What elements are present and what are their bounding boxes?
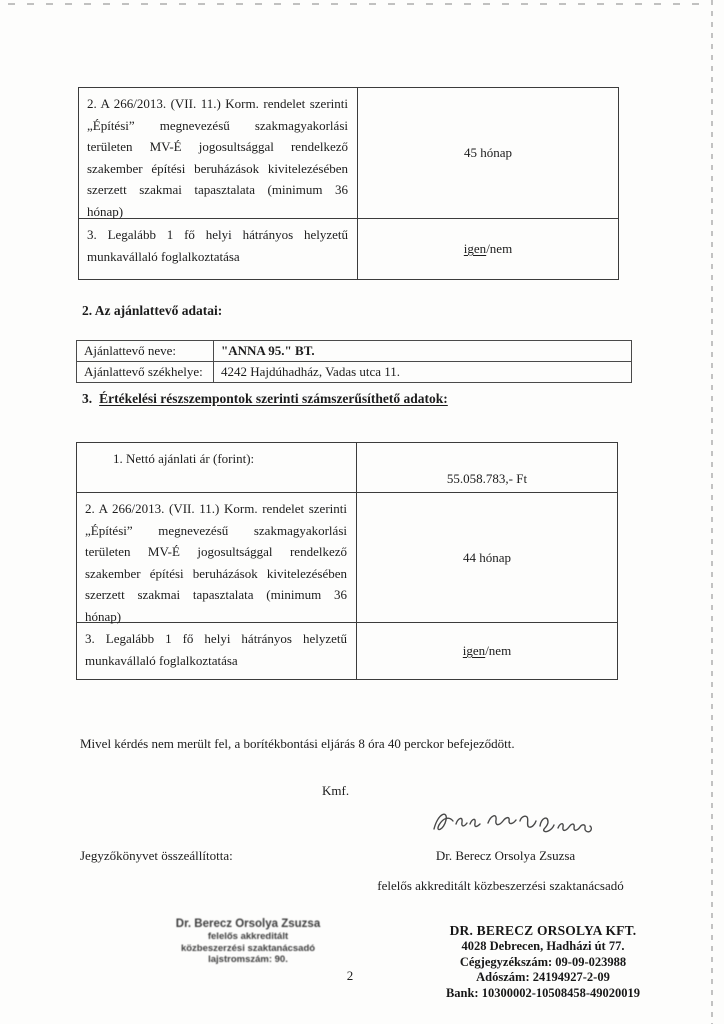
experience-value: 44 hónap <box>357 493 617 623</box>
net-price-label: 1. Nettó ajánlati ár (forint): <box>77 443 357 493</box>
criteria-row-employment-label: 3. Legalább 1 fő helyi hátrányos helyzetű munkavállaló foglalkoztatása <box>79 219 358 279</box>
criteria-row-experience-label: 2. A 266/2013. (VII. 11.) Korm. rendelet szerinti „Építési” megnevezésű szakmagyakorlási területen MV-É jogosultsággal rendelkező szakember építési beruházások kivitelezésében szerzett szakmai tapasztalata (minimum 36 hónap) <box>79 88 358 219</box>
no-option: /nem <box>485 643 512 659</box>
scan-artifact-right-edge <box>711 0 713 1024</box>
net-price-value: 55.058.783,- Ft <box>357 443 617 493</box>
experience-label: 2. A 266/2013. (VII. 11.) Korm. rendelet szerinti „Építési” megnevezésű szakmagyakorlási területen MV-É jogosultsággal rendelkező szakember építési beruházások kivitelezésében szerzett szakmai tapasztalata (minimum 36 hónap) <box>77 493 357 623</box>
bidder-address-value: 4242 Hajdúhadház, Vadas utca 11. <box>221 364 401 380</box>
page-number: 2 <box>346 968 354 983</box>
evaluation-table <box>76 442 618 680</box>
section-3-title: Értékelési részszempontok szerinti számszerűsíthető adatok: <box>99 391 448 406</box>
signatory-title: felelős akkreditált közbeszerzési szaktanácsadó <box>377 878 624 893</box>
yes-option: igen <box>463 241 487 257</box>
section-2-heading: 2. Az ajánlattevő adatai: <box>82 303 223 318</box>
employment-value <box>357 623 617 679</box>
criteria-row-experience-value: 45 hónap <box>358 88 618 219</box>
bidder-name-label: Ajánlattevő neve: <box>77 341 214 362</box>
criteria-table-top <box>78 87 619 280</box>
stamp-company-registry: Cégjegyzékszám: 09-09-023988 <box>459 954 627 969</box>
stamp-company-address: 4028 Debrecen, Hadházi út 77. <box>461 939 625 953</box>
yes-option: igen <box>462 643 486 659</box>
criteria-row-employment-value <box>358 219 618 279</box>
stamp-consultant-registry: lajstromszám: 90. <box>208 954 288 965</box>
compiled-by-label: Jegyzőkönyvet összeállította: <box>80 848 233 863</box>
bidder-info-table <box>76 340 632 383</box>
no-option: /nem <box>486 241 513 257</box>
section-3-heading <box>82 391 448 407</box>
scan-artifact-top-edge <box>8 3 710 5</box>
employment-label: 3. Legalább 1 fő helyi hátrányos helyzetű munkavállaló foglalkoztatása <box>77 623 357 679</box>
stamp-company-name: DR. BERECZ ORSOLYA KFT. <box>449 923 637 938</box>
closing-paragraph: Mivel kérdés nem merült fel, a borítékbontási eljárás 8 óra 40 perckor befejeződött. <box>80 736 515 751</box>
stamp-consultant-title-1: felelős akkreditált <box>207 931 289 942</box>
section-3-number: 3. <box>82 391 93 406</box>
stamp-company-taxid: Adószám: 24194927-2-09 <box>476 970 610 984</box>
stamp-company <box>424 923 662 1001</box>
handwritten-signature <box>428 804 600 840</box>
kmf-label: Kmf. <box>322 783 350 798</box>
stamp-consultant-title-2: közbeszerzési szaktanácsadó <box>180 942 316 954</box>
stamp-consultant-name: Dr. Berecz Orsolya Zsuzsa <box>175 918 321 930</box>
bidder-address-label: Ajánlattevő székhelye: <box>77 362 214 383</box>
stamp-company-bank: Bank: 10300002-10508458-49020019 <box>445 985 641 1000</box>
bidder-name-value: "ANNA 95." BT. <box>214 341 631 362</box>
stamp-consultant <box>163 918 333 966</box>
signatory-name: Dr. Berecz Orsolya Zsuzsa <box>435 848 576 863</box>
